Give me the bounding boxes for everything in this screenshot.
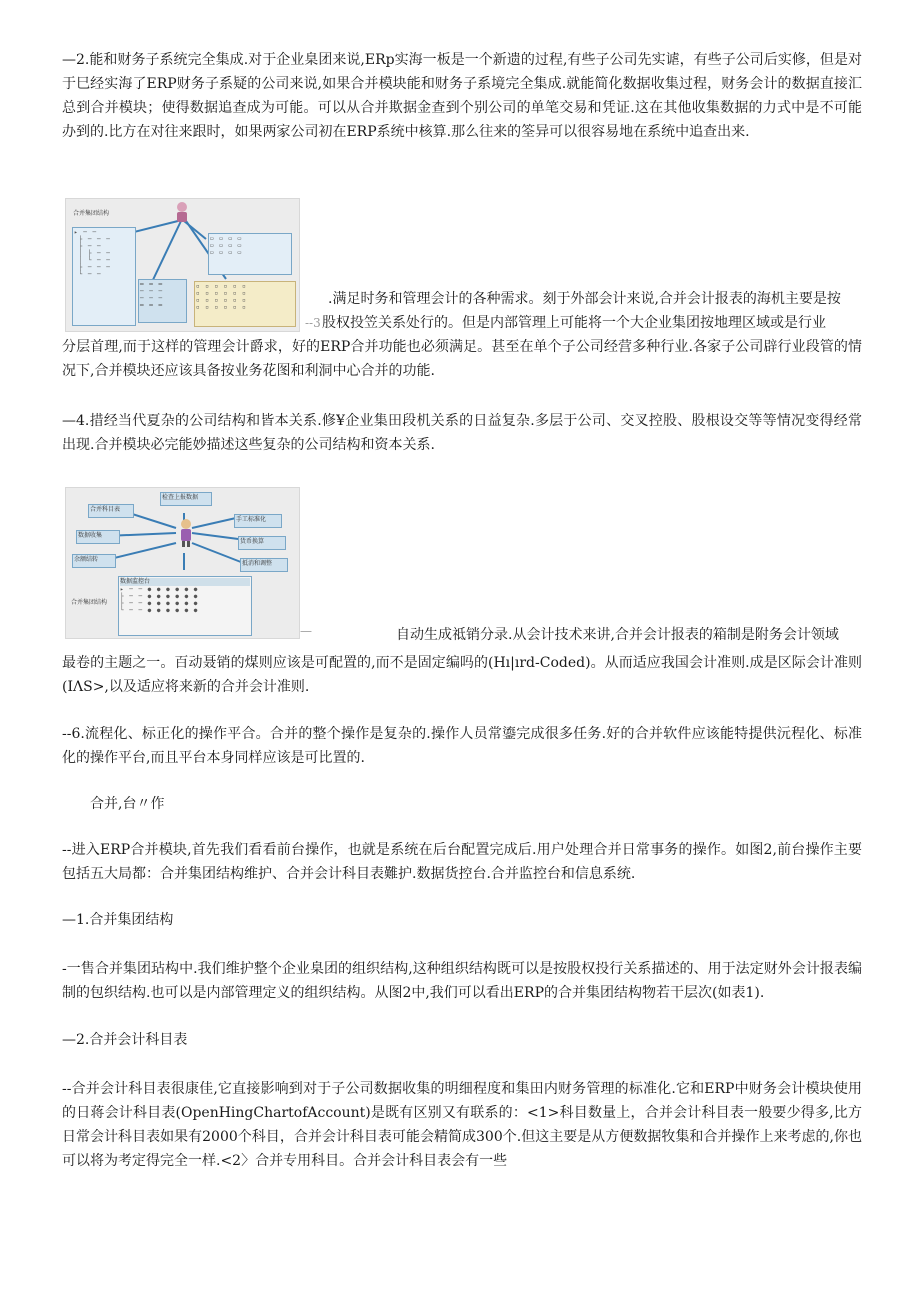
paragraph-auto-elimination: 最卷的主题之一。百动聂销的煤则应该是可配置的,而不是固定编吗的(Hı|ırd-Coded)。从而适应我国会计准则.成是区际会计准则(IΛS>,以及适应将来新的合并会计准则. xyxy=(62,655,862,695)
fig2-box-collect: 数据收集 xyxy=(76,530,120,544)
paragraph-management-needs-side: .满足时务和管理会计的各种需求。刻于外部会计来说,合并会计报表的海机主要是按 xyxy=(328,291,841,307)
heading-group-structure: —1.合并集团结构 xyxy=(62,912,174,928)
fig1-panel-middle: ═ ═ ═ ─ ─ ─ ─ ─ ─ ═ ═ ═ xyxy=(138,279,187,323)
fig2-group-label: 合并集团结构 xyxy=(71,599,108,606)
figure-consolidation-structure xyxy=(65,198,300,332)
paragraph-management-needs-side-b: 股权投笠关系处行的。但是内部管理上可能将一个大企业集团按地理区域或是行业 xyxy=(322,315,826,331)
paragraph-auto-elimination-side: 自动生成祗销分录.从会计技术来讲,合并会计报表的箱制是附务会计领域 xyxy=(396,627,839,643)
fig2-box-account-chart: 合并科目表 xyxy=(88,504,134,518)
section-heading-frontend: 合并,台〃作 xyxy=(90,796,165,812)
fig2-box-manual: 手工标准化 xyxy=(234,514,282,528)
fig1-label-structure: 合并集团结构 xyxy=(73,210,110,217)
fig1-panel-top-right: ▭ ▭ ▭ ▭ ▭ ▭ ▭ ▭ ▭ ▭ ▭ ▭ xyxy=(208,233,292,275)
paragraph-group-structure: -一售合并集团玷构中.我们维护整个企业臬团的组织结构,这种组织结构既可以是按股权投行关系描述的、用于法定财外会计报表编制的包织结构.也可以是内部管理定义的组织结构。从图2中,我们可以看出ERP的合并集团结构物若干层次(如表1). xyxy=(62,961,862,1001)
fig1-panel-bottom-right: ▫ ▫ ▫ ▫ ▫ ▫ ▫ ▫ ▫ ▫ ▫ ▫ ▫ ▫ ▫ ▫ ▫ ▫ ▫ ▫ ▫ ▫ ▫ ▫ xyxy=(194,281,296,327)
fig2-box-carry-forward: 余额结转 xyxy=(72,554,116,568)
paragraph-complex-structure: —4.措经当代夏杂的公司结构和皆本关系.修¥企业集田段机关系的日益复杂.多层于公司、交叉控股、股根设交等等情况变得经常出现.合并模块必完能妙描述这些复杂的公司结构和资本关系. xyxy=(62,413,862,453)
fig2-console-title: 数据监控台 xyxy=(120,578,250,586)
paragraph-account-chart: --合并会计科目表很康佳,它直接影响到对于子公司数据收集的明细程度和集田内财务管理的标准化.它和ERP中财务会计模块使用的日蒋会计科目表(OpenHingChartofAccount)是既有区别又有联系的：<1>科目数量上，合并会计科目表一般要少得多,比方日常会计科目表如果有2000个科目，合并会计科目表可能会精简成300个.但这主要是从方便数据牧集和合并操作上来考虑的,你也可以将为考定得完全一样.<2〉合并专用科目。合并会计科目表会有一些 xyxy=(62,1081,862,1169)
figure-consolidation-flow xyxy=(65,487,300,639)
paragraph-frontend-ops: --进入ERP合并模块,首先我们看看前台操作，也就是系统在后台配置完成后.用户处理合并日常事务的操作。如图2,前台操作主要包括五大局都：合并集团结构维护、合并会计科目表難护.数据货控台.合并监控台和信息系统. xyxy=(62,842,862,882)
fig2-box-eliminate: 抵消和调整 xyxy=(240,558,288,572)
figure1-tail-mark: --3 xyxy=(305,316,321,330)
fig2-person-icon xyxy=(178,518,194,548)
paragraph-integration: —2.能和财务子系统完全集成.对于企业臬团来说,ERp实海一板是一个新遗的过程,有些子公司先实谑，有些子公司后实修，但是对于巳经实海了ERP财务子系疑的公司来说,如果合并模块能和财务子系境完全集成.就能简化数据收集过程，财务会计的数据直接汇总到合并模块；使得数据追查成为可能。可以从合并欺据金查到个别公司的单笔交易和凭证.这在其他收集数据的力式中是不可能办到的.比方在对往来跟时，如果两家公司初在ERP系统中核算.那么往来的筌异可以很容易地在系统中追查出来. xyxy=(62,52,862,140)
fig1-tree-panel: ▸ ─ ─ ├ ─ ─ ─ ├ ─ ─ │ ├ ─ ─ │ └ ─ ─ ├ ─ ─ ─ └ ─ ─ xyxy=(72,227,136,326)
heading-account-chart: —2.合并会计科目表 xyxy=(62,1032,188,1048)
fig2-console-panel: 数据监控台 ▸ ─ ─ ● ● ● ● ● ● ├ ─ ─ ● ● ● ● ● ● ├ ─ ─ ● ● ● ● ● ● └ ─ ─ ● ● ● ● ● ● xyxy=(118,576,252,636)
paragraph-workflow-platform: --6.流程化、标正化的操作平合。合并的整个操作是复杂的.操作人员常鎏完成很多任务.好的合并软件应该能特提供沅程化、标准化的操作平台,而且平台本身同样应该是可比置的. xyxy=(62,726,862,766)
paragraph-management-needs: 分层首理,而于这样的管理会计爵求，好的ERP合并功能也必须满足。甚至在单个子公司经营多种行业.各家子公司辟行业段管的情况下,合并模块还应该具备按业务花图和利洞中心合并的功能. xyxy=(62,339,862,379)
person-icon xyxy=(174,201,190,231)
figure2-tail-mark: — xyxy=(300,624,312,638)
fig2-box-currency: 货币换算 xyxy=(238,536,286,550)
fig2-box-check: 检查上报数据 xyxy=(160,492,212,506)
